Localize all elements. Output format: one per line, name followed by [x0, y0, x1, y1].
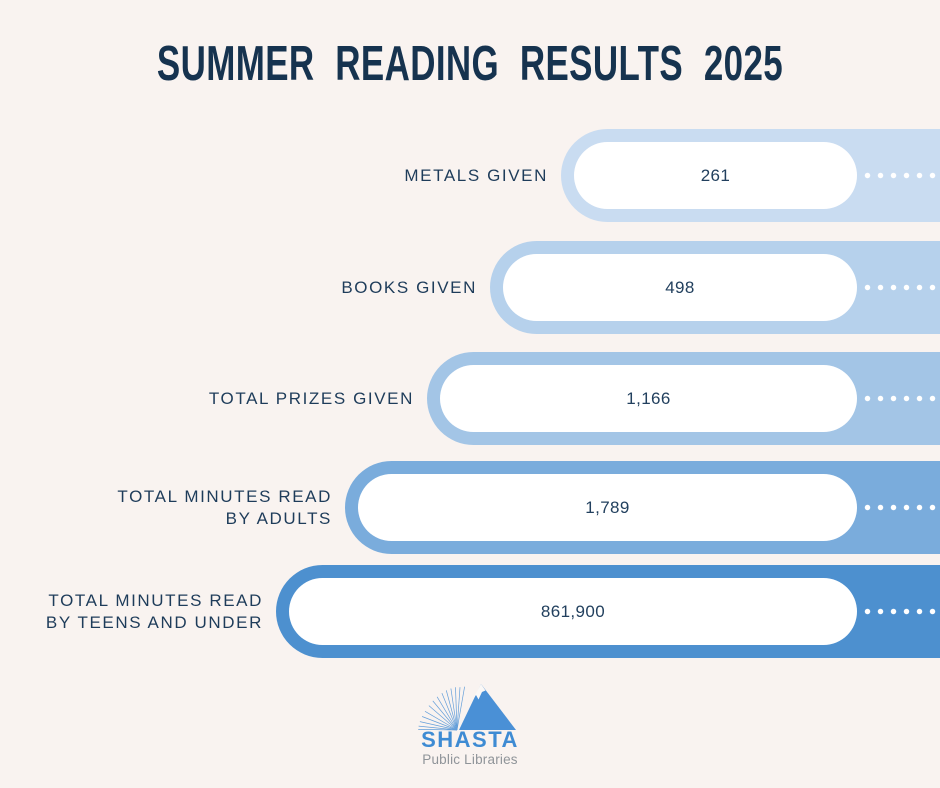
dotted-line: [864, 284, 940, 291]
bar-value: 261: [700, 165, 731, 185]
chart-row: [0, 461, 940, 554]
row-label-line: BOOKS GIVEN: [341, 277, 477, 297]
row-label: [0, 241, 477, 334]
dotted-line: [864, 172, 940, 179]
dotted-line: [864, 608, 940, 615]
row-label-line: TOTAL PRIZES GIVEN: [208, 388, 414, 408]
bar: [345, 461, 940, 554]
bar: [561, 129, 940, 222]
value-pill: [289, 578, 857, 645]
bar: [276, 565, 940, 658]
chart-row: [0, 565, 940, 658]
bar: [427, 352, 940, 445]
library-logo: [0, 682, 940, 767]
bar-value: 861,900: [540, 601, 606, 621]
row-label-line: BY ADULTS: [225, 508, 332, 528]
chart-row: [0, 241, 940, 334]
mountain-with-rays-icon: [415, 682, 525, 732]
chart-row: [0, 129, 940, 222]
bar-value: 1,789: [585, 497, 630, 517]
row-label: [0, 129, 548, 222]
logo-subtitle: Public Libraries: [422, 752, 518, 767]
chart-row: [0, 352, 940, 445]
row-label-line: TOTAL MINUTES READ: [117, 486, 332, 506]
page-title: SUMMER READING RESULTS 2025: [156, 35, 784, 91]
dotted-line: [864, 395, 940, 402]
bar: [490, 241, 940, 334]
row-label-line: METALS GIVEN: [404, 165, 548, 185]
value-pill: [440, 365, 857, 432]
bar-value: 1,166: [626, 388, 671, 408]
value-pill: [574, 142, 857, 209]
value-pill: [358, 474, 857, 541]
logo-name: SHASTA: [421, 727, 519, 752]
dotted-line: [864, 504, 940, 511]
bar-value: 498: [665, 277, 695, 297]
row-label-line: BY TEENS AND UNDER: [45, 612, 263, 632]
value-pill: [503, 254, 857, 321]
row-label-line: TOTAL MINUTES READ: [48, 590, 263, 610]
row-label: [0, 461, 332, 554]
row-label: [0, 565, 263, 658]
row-label: [0, 352, 414, 445]
